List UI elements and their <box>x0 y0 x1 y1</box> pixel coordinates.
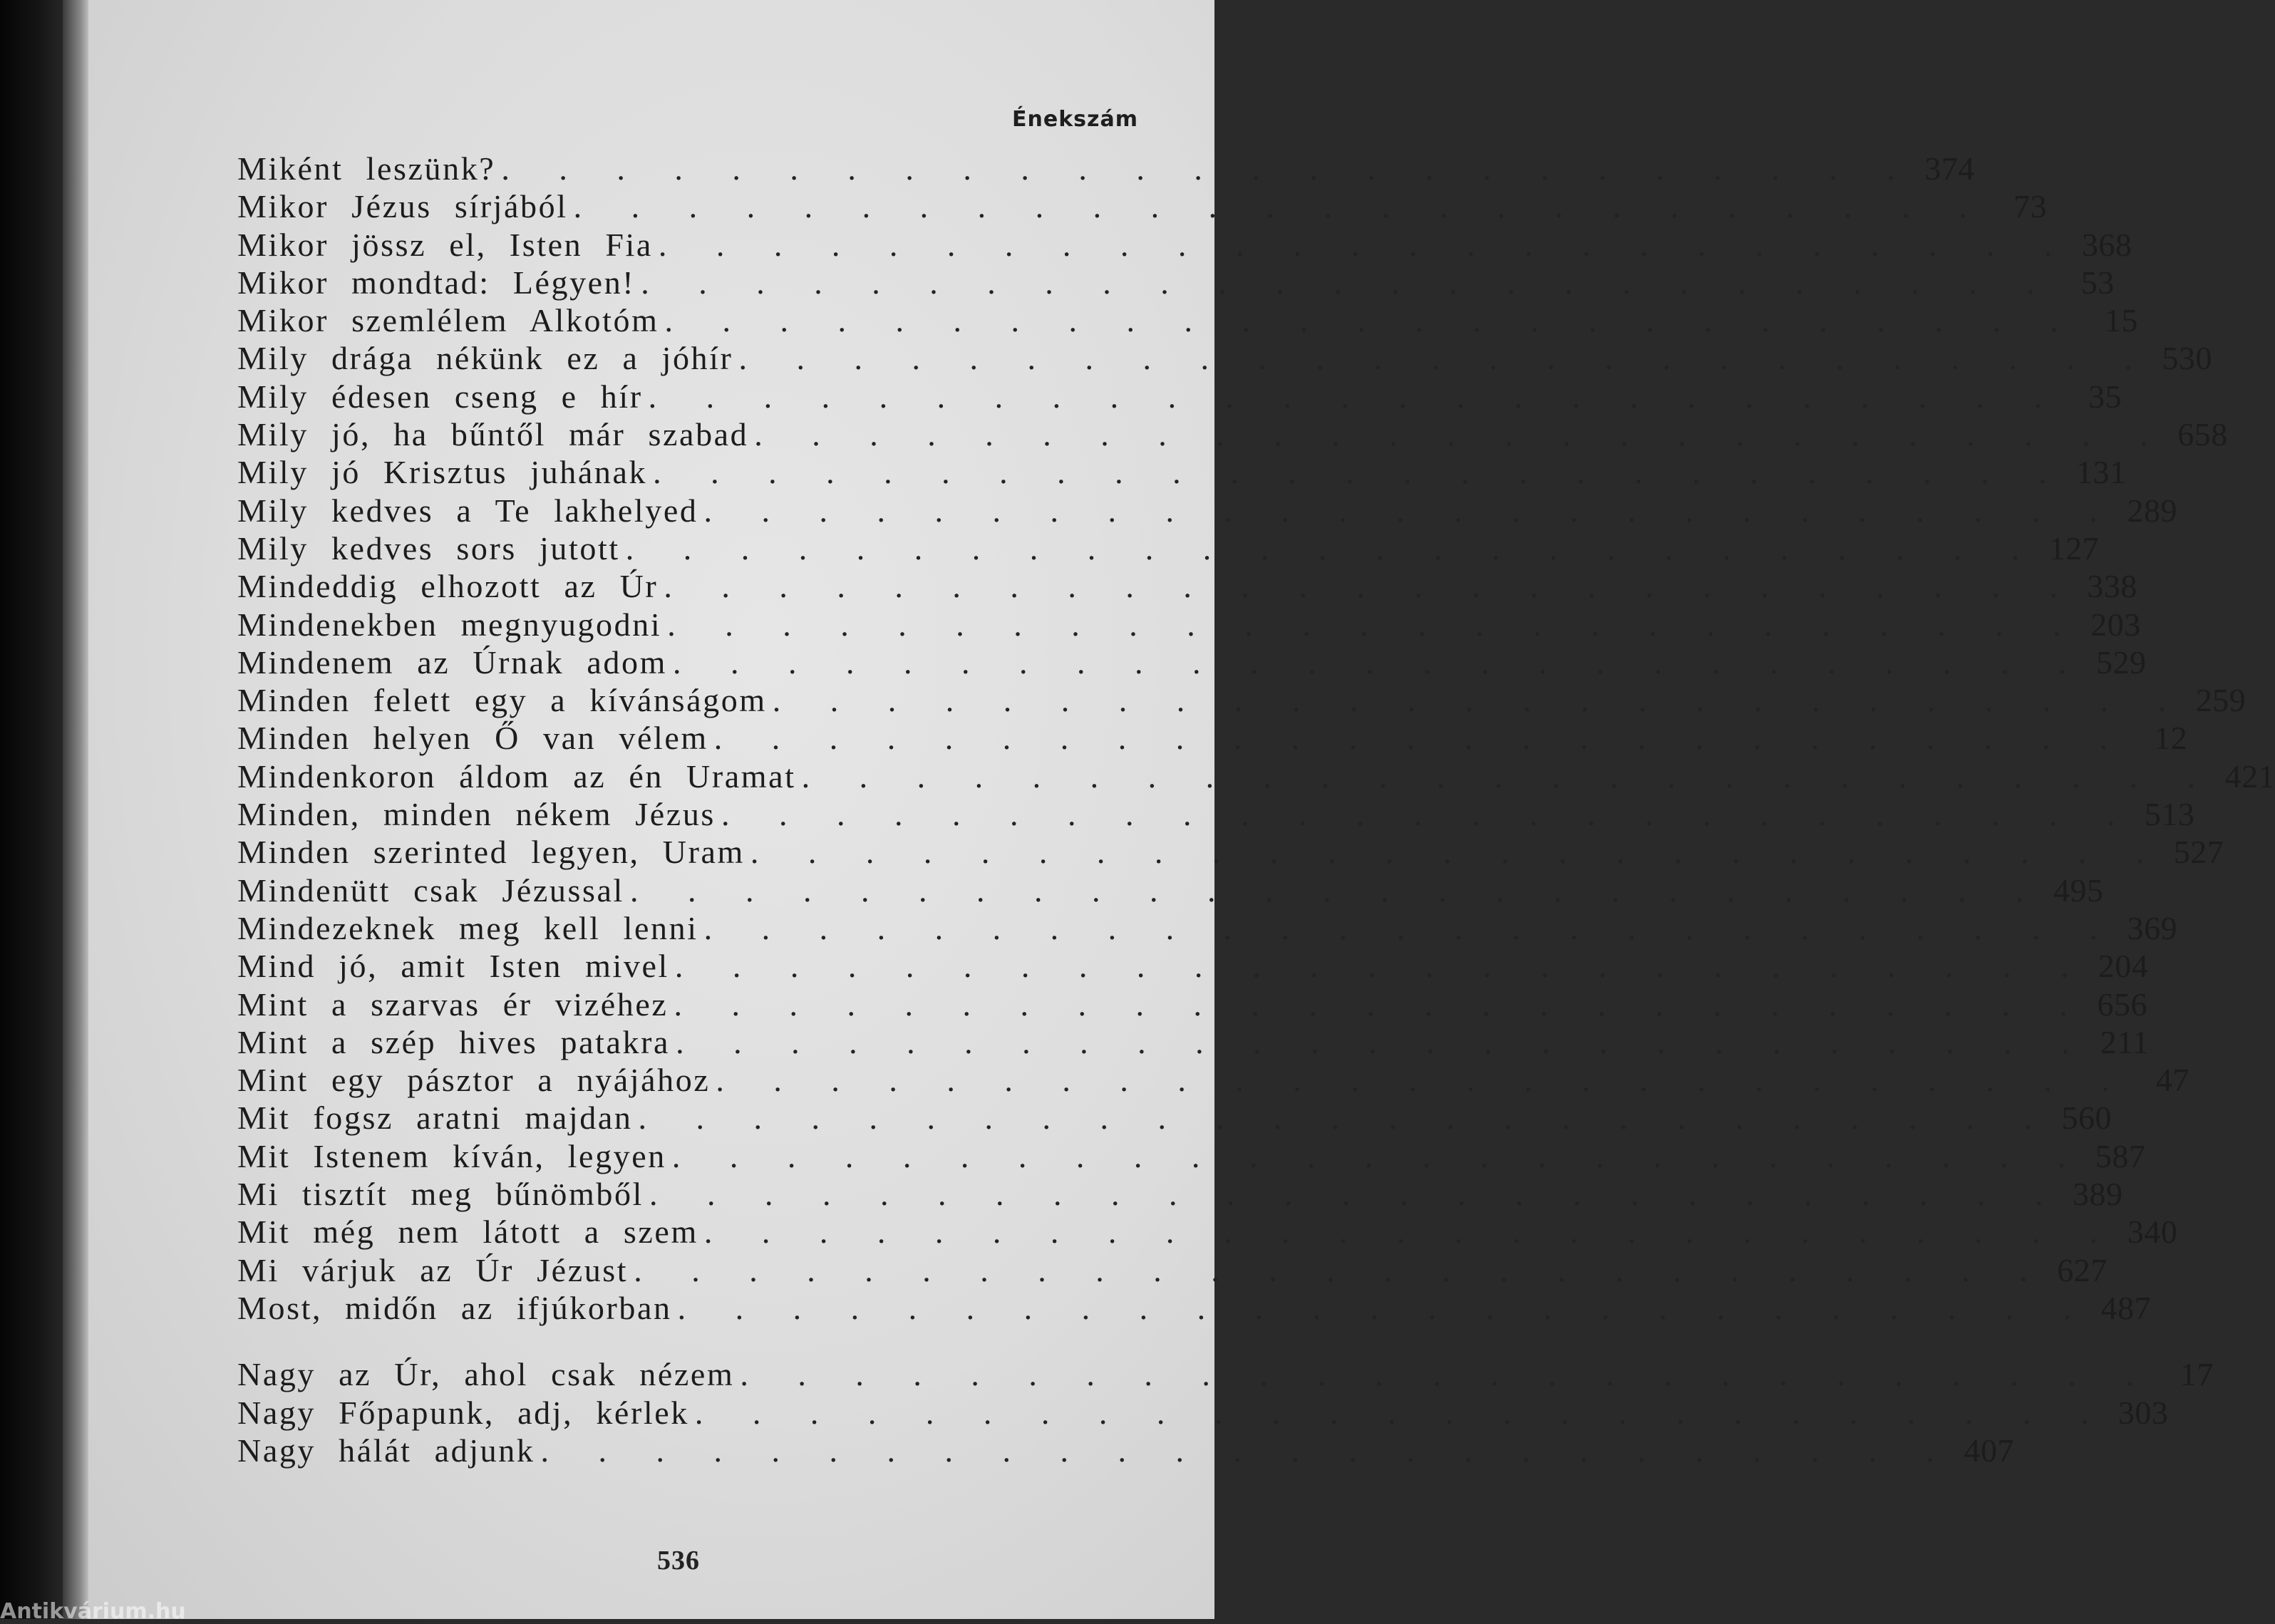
hymn-title: Mikor mondtad: Légyen! <box>237 264 636 301</box>
hymn-number: 529 <box>2095 643 2147 681</box>
index-entry <box>237 453 2127 491</box>
dot-leader: . . . . . . . . . . . . . . . . . . . . . . . . . <box>501 150 1909 187</box>
dot-leader: . . . . . . . . . . . . . . . . . . . . . . . . . <box>676 1023 2084 1060</box>
index-entry <box>237 909 2178 947</box>
hymn-number: 513 <box>2144 796 2195 833</box>
hymn-title: Mindezeknek meg kell lenni <box>237 909 698 946</box>
hymn-number: 35 <box>2088 378 2122 415</box>
index-entry <box>237 986 2147 1023</box>
hymn-title: Mily jó Krisztus juhának <box>237 454 648 491</box>
dot-leader: . . . . . . . . . . . . . . . . . . . . . . . . . <box>664 568 2072 605</box>
hymn-number: 587 <box>2095 1137 2146 1174</box>
dot-leader: . . . . . . . . . . . . . . . . . . . . . . . . . <box>677 1289 2086 1326</box>
hymn-number: 73 <box>2013 188 2048 225</box>
dot-leader: . . . . . . . . . . . . . . . . . . . . . . . . . <box>629 872 2038 909</box>
index-entry <box>237 1251 2108 1289</box>
hymn-title: Most, midőn az ifjúkorban <box>237 1289 672 1326</box>
index-entry <box>237 681 2246 719</box>
hymn-title: Mikor szemlélem Alkotóm <box>237 302 659 339</box>
index-entry <box>237 872 2104 909</box>
dot-leader: . . . . . . . . . . . . . . . . . . . . . . . . . <box>634 1251 2042 1288</box>
hymn-number: 17 <box>2179 1356 2214 1393</box>
hymn-number: 527 <box>2173 834 2224 871</box>
page-gutter-shadow <box>63 0 88 1619</box>
dot-leader: . . . . . . . . . . . . . . . . . . . . . . . . . <box>674 948 2083 985</box>
hymn-number: 53 <box>2080 264 2115 301</box>
dot-leader: . . . . . . . . . . . . . . . . . . . . . . . . . <box>772 682 2181 719</box>
dot-leader: . . . . . . . . . . . . . . . . . . . . . . . . . <box>641 264 2049 301</box>
hymn-number: 495 <box>2053 872 2104 909</box>
index-entry <box>237 606 2141 643</box>
hymn-number: 211 <box>2100 1023 2150 1060</box>
hymn-title: Minden szerinted legyen, Uram <box>237 834 745 871</box>
hymn-number: 289 <box>2127 492 2177 529</box>
dot-leader: . . . . . . . . . . . . . . . . . . . . . . . . . <box>625 529 2034 567</box>
hymn-number: 303 <box>2117 1394 2169 1431</box>
hymn-number: 369 <box>2127 909 2178 946</box>
dot-leader: . . . . . . . . . . . . . . . . . . . . . . . . . <box>716 1062 2124 1099</box>
hymn-number: 560 <box>2061 1100 2112 1137</box>
hymn-title: Mind jó, amit Isten mivel <box>237 948 669 985</box>
hymn-number: 131 <box>2076 454 2127 491</box>
dot-leader: . . . . . . . . . . . . . . . . . . . . . . . . . <box>667 606 2075 643</box>
hymn-title: Nagy az Úr, ahol csak nézem <box>237 1356 735 1393</box>
hymn-title: Mindeddig elhozott az Úr <box>237 568 659 605</box>
index-entry <box>237 1137 2146 1175</box>
index-entry <box>237 1432 2014 1469</box>
dot-leader: . . . . . . . . . . . . . . . . . . . . . . . . . <box>653 454 2061 491</box>
hymn-title: Mily drága nékünk ez a jóhír <box>237 340 733 377</box>
hymn-title: Mint a szarvas ér vizéhez <box>237 986 669 1023</box>
dot-leader: . . . . . . . . . . . . . . . . . . . . . . . . . <box>674 986 2082 1023</box>
dot-leader: . . . . . . . . . . . . . . . . . . . . . . . . . <box>672 643 2081 681</box>
column-header-label: Énekszám <box>1012 107 1138 132</box>
hymn-number: 658 <box>2177 416 2228 453</box>
hymn-number: 15 <box>2105 302 2139 339</box>
dot-leader: . . . . . . . . . . . . . . . . . . . . . . . . . <box>649 1176 2058 1213</box>
index-entry <box>237 1213 2178 1251</box>
hymn-title: Mindenkoron áldom az én Uramat <box>237 757 796 795</box>
hymn-title: Minden helyen Ő van vélem <box>237 720 708 757</box>
dot-leader: . . . . . . . . . . . . . . . . . . . . . . . . . <box>664 302 2073 339</box>
hymn-title: Mindenütt csak Jézussal <box>237 872 624 909</box>
dot-leader: . . . . . . . . . . . . . . . . . . . . . . . . . <box>703 492 2112 529</box>
book-spine <box>0 0 63 1619</box>
hymn-number: 421 <box>2224 757 2275 795</box>
index-entry <box>237 757 2275 795</box>
hymn-title: Mit fogsz aratni majdan <box>237 1100 633 1137</box>
hymn-title: Mily kedves sors jutott <box>237 529 620 567</box>
dot-leader: . . . . . . . . . . . . . . . . . . . . . . . . . <box>754 416 2162 453</box>
hymn-title: Minden, minden nékem Jézus <box>237 796 716 833</box>
hymn-number: 389 <box>2072 1176 2123 1213</box>
dot-leader: . . . . . . . . . . . . . . . . . . . . . . . . . <box>703 1214 2112 1251</box>
dot-leader: . . . . . . . . . . . . . . . . . . . . . . . . . <box>671 1137 2080 1174</box>
index-entry <box>237 643 2147 681</box>
hymn-title: Mily kedves a Te lakhelyed <box>237 492 698 529</box>
hymn-number: 656 <box>2097 986 2147 1023</box>
hymn-title: Mindenekben megnyugodni <box>237 606 662 643</box>
index-entry <box>237 264 2115 301</box>
dot-leader: . . . . . . . . . . . . . . . . . . . . . . . . . <box>658 226 2067 263</box>
hymn-number: 487 <box>2100 1289 2152 1326</box>
index-entry <box>237 492 2177 529</box>
index-entry <box>237 226 2132 264</box>
page-number: 536 <box>657 1546 700 1576</box>
index-entry <box>237 415 2228 453</box>
index-entry <box>237 378 2122 415</box>
hymn-number: 203 <box>2090 606 2141 643</box>
index-entry <box>237 719 2188 757</box>
hymn-title: Mily édesen cseng e hír <box>237 378 643 415</box>
index-entry <box>237 795 2195 833</box>
index-entry <box>237 1175 2123 1213</box>
hymn-title: Mily jó, ha bűntől már szabad <box>237 416 749 453</box>
dot-leader: . . . . . . . . . . . . . . . . . . . . . . . . . <box>638 1100 2047 1137</box>
index-entry <box>237 150 1975 187</box>
dot-leader: . . . . . . . . . . . . . . . . . . . . . . . . . <box>648 378 2057 415</box>
hymn-title: Mint egy pásztor a nyájához <box>237 1062 711 1099</box>
dot-leader: . . . . . . . . . . . . . . . . . . . . . . . . . <box>713 720 2122 757</box>
hymn-title: Nagy Főpapunk, adj, kérlek <box>237 1394 689 1431</box>
hymn-number: 374 <box>1924 150 1975 187</box>
hymn-title: Minden felett egy a kívánságom <box>237 682 767 719</box>
hymn-title: Miként leszünk? <box>237 150 496 187</box>
dot-leader: . . . . . . . . . . . . . . . . . . . . . . . . . <box>703 909 2112 946</box>
hymn-index-list <box>237 150 2275 1469</box>
dot-leader: . . . . . . . . . . . . . . . . . . . . . . . . . <box>738 340 2147 377</box>
hymn-number: 259 <box>2195 682 2246 719</box>
dot-leader: . . . . . . . . . . . . . . . . . . . . . . . . . <box>721 796 2130 833</box>
hymn-title: Mit még nem látott a szem <box>237 1214 698 1251</box>
index-entry <box>237 833 2224 871</box>
index-entry <box>237 1061 2189 1099</box>
index-entry <box>237 187 2048 225</box>
hymn-number: 12 <box>2154 720 2188 757</box>
index-entry <box>237 1099 2112 1137</box>
hymn-number: 407 <box>1964 1432 2014 1469</box>
index-entry <box>237 529 2100 567</box>
index-entry <box>237 1289 2152 1327</box>
hymn-title: Mit Istenem kíván, legyen <box>237 1137 666 1174</box>
index-entry <box>237 567 2137 605</box>
hymn-number: 47 <box>2155 1062 2189 1099</box>
dot-leader: . . . . . . . . . . . . . . . . . . . . . . . . . <box>750 834 2159 871</box>
hymn-title: Mint a szép hives patakra <box>237 1023 671 1060</box>
hymn-number: 127 <box>2048 529 2100 567</box>
hymn-title: Nagy hálát adjunk <box>237 1432 535 1469</box>
hymn-number: 338 <box>2087 568 2137 605</box>
dot-leader: . . . . . . . . . . . . . . . . . . . . . . . . . <box>801 757 2210 795</box>
hymn-title: Mi várjuk az Úr Jézust <box>237 1251 629 1288</box>
index-entry <box>237 301 2139 339</box>
hymn-number: 530 <box>2162 340 2212 377</box>
hymn-number: 627 <box>2057 1251 2108 1288</box>
hymn-title: Mi tisztít meg bűnömből <box>237 1176 644 1213</box>
index-entry <box>237 339 2212 377</box>
hymn-number: 204 <box>2098 948 2149 985</box>
dot-leader: . . . . . . . . . . . . . . . . . . . . . . . . . <box>740 1356 2148 1393</box>
hymn-number: 340 <box>2127 1214 2178 1251</box>
index-entry <box>237 1394 2169 1432</box>
index-entry <box>237 947 2149 985</box>
hymn-title: Mikor jössz el, Isten Fia <box>237 226 653 263</box>
index-entry <box>237 1023 2150 1061</box>
hymn-title: Mikor Jézus sírjából <box>237 188 568 225</box>
hymn-title: Mindenem az Úrnak adom <box>237 643 667 681</box>
section-gap <box>237 1327 1153 1355</box>
hymn-number: 368 <box>2081 226 2132 263</box>
watermark: Antikvárium.hu <box>0 1599 186 1624</box>
dot-leader: . . . . . . . . . . . . . . . . . . . . . . . . . <box>540 1432 1949 1469</box>
index-entry <box>237 1355 2214 1393</box>
dot-leader: . . . . . . . . . . . . . . . . . . . . . . . . . <box>573 188 1982 225</box>
dot-leader: . . . . . . . . . . . . . . . . . . . . . . . . . <box>694 1394 2103 1431</box>
